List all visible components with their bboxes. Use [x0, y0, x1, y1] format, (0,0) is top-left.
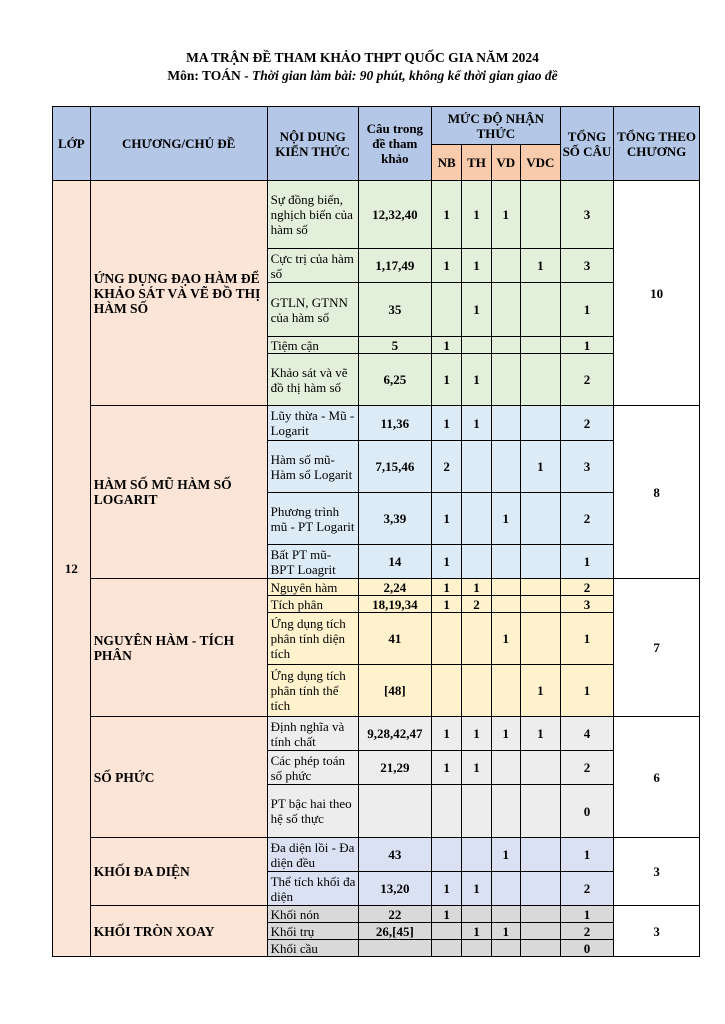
cell-vdc	[520, 613, 560, 665]
cell-nd: Tiệm cận	[267, 337, 358, 354]
cell-cau: 2,24	[358, 579, 431, 596]
cell-nb: 1	[431, 596, 461, 613]
cell-vd: 1	[491, 838, 520, 872]
cell-nd: Hàm số mũ- Hàm số Logarit	[267, 441, 358, 493]
cell-nb: 1	[431, 406, 461, 441]
cell-cau: 43	[358, 838, 431, 872]
cell-th: 1	[462, 181, 491, 249]
chapter-name: SỐ PHỨC	[90, 717, 267, 838]
cell-tong: 1	[560, 838, 613, 872]
header-nb: NB	[431, 145, 461, 181]
cell-nb	[431, 665, 461, 717]
cell-cau: 22	[358, 906, 431, 923]
cell-th: 2	[462, 596, 491, 613]
cell-nd: Các phép toán số phức	[267, 751, 358, 785]
cell-tong: 3	[560, 441, 613, 493]
table-row	[53, 717, 700, 751]
chapter-total: 10	[614, 181, 700, 406]
cell-vd	[491, 665, 520, 717]
cell-vdc: 1	[520, 665, 560, 717]
cell-cau: 11,36	[358, 406, 431, 441]
cell-vd	[491, 337, 520, 354]
cell-tong: 3	[560, 596, 613, 613]
cell-nd: Phương trình mũ - PT Logarit	[267, 493, 358, 545]
cell-nd: Tích phân	[267, 596, 358, 613]
cell-nb: 1	[431, 337, 461, 354]
cell-vdc: 1	[520, 717, 560, 751]
cell-tong: 2	[560, 923, 613, 940]
cell-tong: 0	[560, 785, 613, 838]
cell-cau	[358, 940, 431, 957]
cell-vdc	[520, 283, 560, 337]
cell-th: 1	[462, 283, 491, 337]
cell-th: 1	[462, 872, 491, 906]
cell-nd: Khối trụ	[267, 923, 358, 940]
cell-nb: 1	[431, 249, 461, 283]
cell-vd: 1	[491, 923, 520, 940]
cell-tong: 2	[560, 406, 613, 441]
cell-vd: 1	[491, 613, 520, 665]
cell-vdc: 1	[520, 249, 560, 283]
cell-tong: 1	[560, 613, 613, 665]
chapter-total: 7	[614, 579, 700, 717]
cell-nb	[431, 923, 461, 940]
table-row	[53, 579, 700, 596]
header-mucdo: MỨC ĐỘ NHẬN THỨC	[431, 107, 560, 145]
table-row	[53, 181, 700, 249]
chapter-total: 8	[614, 406, 700, 579]
table-row	[53, 906, 700, 923]
cell-vd	[491, 579, 520, 596]
cell-vdc: 1	[520, 441, 560, 493]
cell-tong: 4	[560, 717, 613, 751]
cell-tong: 1	[560, 283, 613, 337]
cell-cau: 35	[358, 283, 431, 337]
cell-cau: 5	[358, 337, 431, 354]
cell-nb: 1	[431, 181, 461, 249]
cell-tong: 0	[560, 940, 613, 957]
cell-vd	[491, 406, 520, 441]
cell-vd	[491, 906, 520, 923]
header-lop: LỚP	[53, 107, 91, 181]
cell-th	[462, 838, 491, 872]
document-title: MA TRẬN ĐỀ THAM KHẢO THPT QUỐC GIA NĂM 2024	[186, 50, 539, 65]
cell-nb: 1	[431, 545, 461, 579]
cell-vdc	[520, 545, 560, 579]
header-vdc: VDC	[520, 145, 560, 181]
cell-vdc	[520, 906, 560, 923]
header-th: TH	[462, 145, 491, 181]
cell-vdc	[520, 354, 560, 406]
cell-th	[462, 940, 491, 957]
cell-nd: Sự đồng biến, nghịch biến của hàm số	[267, 181, 358, 249]
cell-cau: 6,25	[358, 354, 431, 406]
cell-cau	[358, 785, 431, 838]
cell-vd	[491, 441, 520, 493]
cell-cau: 12,32,40	[358, 181, 431, 249]
cell-th	[462, 785, 491, 838]
cell-nd: Thể tích khối đa diện	[267, 872, 358, 906]
cell-th: 1	[462, 579, 491, 596]
cell-vd	[491, 545, 520, 579]
cell-vd	[491, 596, 520, 613]
header-vd: VD	[491, 145, 520, 181]
cell-tong: 3	[560, 249, 613, 283]
cell-th	[462, 906, 491, 923]
cell-nb: 2	[431, 441, 461, 493]
cell-tong: 2	[560, 354, 613, 406]
cell-nd: GTLN, GTNN của hàm số	[267, 283, 358, 337]
cell-th: 1	[462, 717, 491, 751]
cell-vd: 1	[491, 717, 520, 751]
cell-th: 1	[462, 751, 491, 785]
cell-th	[462, 441, 491, 493]
cell-cau: 13,20	[358, 872, 431, 906]
cell-nb: 1	[431, 872, 461, 906]
cell-vdc	[520, 872, 560, 906]
cell-nd: Khảo sát và vẽ đồ thị hàm số	[267, 354, 358, 406]
cell-cau: 7,15,46	[358, 441, 431, 493]
chapter-name: NGUYÊN HÀM - TÍCH PHÂN	[90, 579, 267, 717]
cell-vdc	[520, 337, 560, 354]
chapter-total: 3	[614, 906, 700, 957]
table-row	[53, 838, 700, 872]
cell-vdc	[520, 406, 560, 441]
cell-cau: [48]	[358, 665, 431, 717]
cell-nd: Ứng dụng tích phân tính thể tích	[267, 665, 358, 717]
chapter-name: KHỐI TRÒN XOAY	[90, 906, 267, 957]
cell-vdc	[520, 596, 560, 613]
cell-nb: 1	[431, 751, 461, 785]
cell-cau: 26,[45]	[358, 923, 431, 940]
cell-th	[462, 337, 491, 354]
cell-cau: 1,17,49	[358, 249, 431, 283]
cell-vdc	[520, 785, 560, 838]
cell-nd: Nguyên hàm	[267, 579, 358, 596]
cell-vdc	[520, 579, 560, 596]
subtitle-prefix: Môn: TOÁN -	[167, 68, 253, 83]
cell-th	[462, 493, 491, 545]
table-row	[53, 406, 700, 441]
cell-nd: Ứng dụng tích phân tính diện tích	[267, 613, 358, 665]
cell-nb	[431, 613, 461, 665]
cell-vd: 1	[491, 493, 520, 545]
cell-vd	[491, 249, 520, 283]
chapter-name: HÀM SỐ MŨ HÀM SỐ LOGARIT	[90, 406, 267, 579]
cell-cau: 18,19,34	[358, 596, 431, 613]
cell-nd: Cực trị của hàm số	[267, 249, 358, 283]
document-subtitle	[0, 68, 725, 84]
cell-vd	[491, 872, 520, 906]
cell-nb	[431, 283, 461, 337]
cell-nd: Khối nón	[267, 906, 358, 923]
cell-cau: 14	[358, 545, 431, 579]
header-noidung: NỘI DUNG KIẾN THỨC	[267, 107, 358, 181]
cell-tong: 1	[560, 665, 613, 717]
cell-tong: 2	[560, 751, 613, 785]
cell-tong: 3	[560, 181, 613, 249]
cell-vd	[491, 940, 520, 957]
cell-vd	[491, 785, 520, 838]
cell-vdc	[520, 838, 560, 872]
cell-nb: 1	[431, 906, 461, 923]
cell-vdc	[520, 923, 560, 940]
cell-cau: 9,28,42,47	[358, 717, 431, 751]
lop-cell: 12	[53, 181, 91, 957]
cell-th: 1	[462, 354, 491, 406]
cell-tong: 1	[560, 545, 613, 579]
cell-th: 1	[462, 923, 491, 940]
cell-th: 1	[462, 406, 491, 441]
cell-vd: 1	[491, 181, 520, 249]
chapter-total: 6	[614, 717, 700, 838]
cell-vd	[491, 283, 520, 337]
cell-nb	[431, 838, 461, 872]
cell-th	[462, 613, 491, 665]
cell-cau: 3,39	[358, 493, 431, 545]
cell-nd: Đa diện lồi - Đa diện đều	[267, 838, 358, 872]
header-tongso: TỔNG SỐ CÂU	[560, 107, 613, 181]
cell-vdc	[520, 493, 560, 545]
chapter-name: ỨNG DỤNG ĐẠO HÀM ĐỂ KHẢO SÁT VÀ VẼ ĐỒ THỊ HÀM SỐ	[90, 181, 267, 406]
cell-nd: Lũy thừa - Mũ - Logarit	[267, 406, 358, 441]
cell-nd: PT bậc hai theo hệ số thực	[267, 785, 358, 838]
chapter-total: 3	[614, 838, 700, 906]
cell-cau: 41	[358, 613, 431, 665]
cell-nb: 1	[431, 354, 461, 406]
cell-nb: 1	[431, 579, 461, 596]
header-chuong: CHƯƠNG/CHỦ ĐỀ	[90, 107, 267, 181]
cell-nd: Khối cầu	[267, 940, 358, 957]
cell-nb: 1	[431, 493, 461, 545]
cell-vd	[491, 354, 520, 406]
cell-th	[462, 665, 491, 717]
cell-th	[462, 545, 491, 579]
cell-tong: 2	[560, 579, 613, 596]
cell-vdc	[520, 940, 560, 957]
header-tongtheo: TỔNG THEO CHƯƠNG	[614, 107, 700, 181]
cell-tong: 2	[560, 872, 613, 906]
cell-nb: 1	[431, 717, 461, 751]
cell-nd: Định nghĩa và tính chất	[267, 717, 358, 751]
cell-tong: 1	[560, 906, 613, 923]
cell-tong: 1	[560, 337, 613, 354]
cell-cau: 21,29	[358, 751, 431, 785]
cell-vdc	[520, 181, 560, 249]
chapter-name: KHỐI ĐA DIỆN	[90, 838, 267, 906]
cell-th: 1	[462, 249, 491, 283]
header-cau: Câu trong đề tham khảo	[358, 107, 431, 181]
cell-nb	[431, 940, 461, 957]
matrix-table	[52, 106, 700, 957]
cell-vd	[491, 751, 520, 785]
cell-nd: Bất PT mũ- BPT Loagrit	[267, 545, 358, 579]
cell-nb	[431, 785, 461, 838]
cell-vdc	[520, 751, 560, 785]
subtitle-italic: Thời gian làm bài: 90 phút, không kể thời gian giao đề	[252, 68, 558, 83]
cell-tong: 2	[560, 493, 613, 545]
